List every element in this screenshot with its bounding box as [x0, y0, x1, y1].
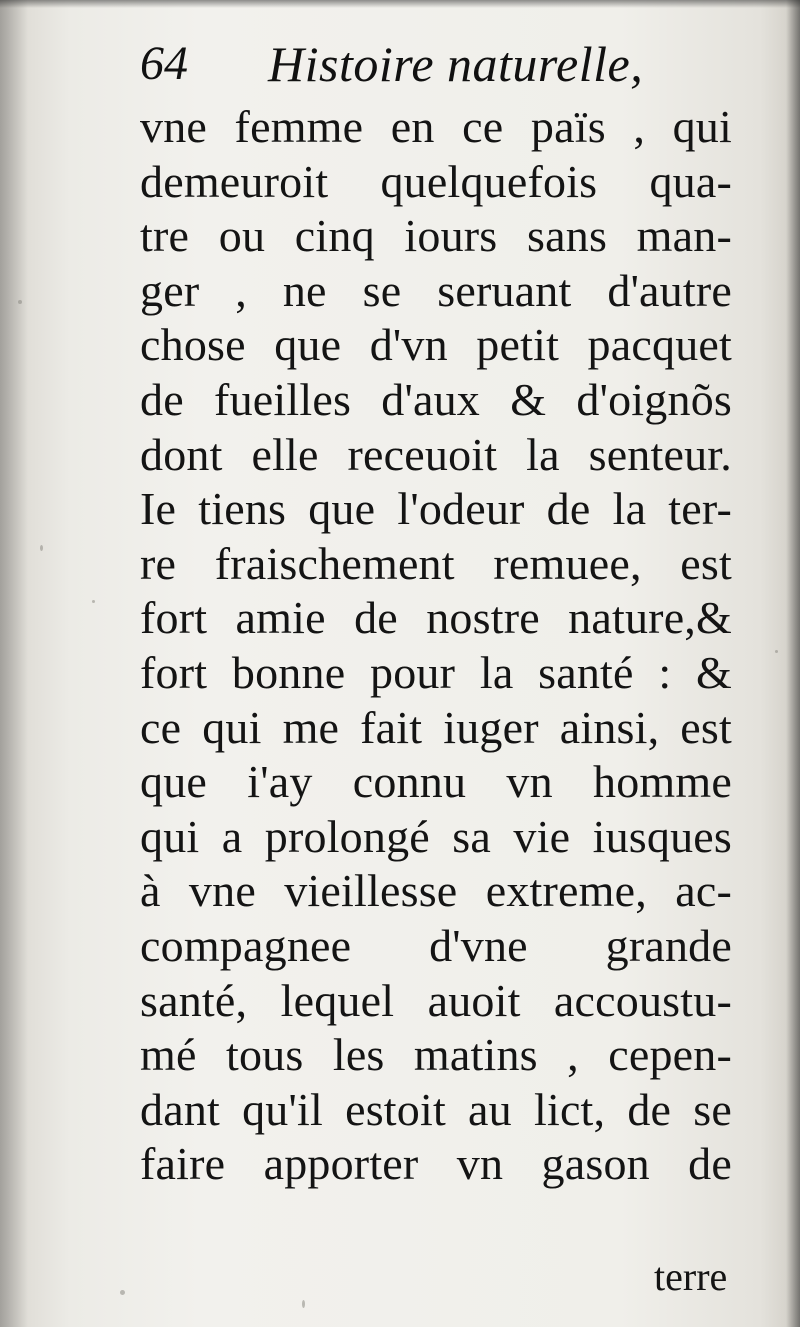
text-line: vne femme en ce païs , qui	[140, 101, 732, 152]
text-line: à vne vieillesse extreme, ac-	[140, 865, 732, 917]
page-header	[140, 30, 740, 96]
paper-speck	[40, 545, 43, 551]
paper-speck	[775, 650, 778, 653]
paper-speck	[18, 300, 22, 304]
text-line: chose que d'vn petit pacquet	[140, 319, 732, 371]
text-line: tre ou cinq iours sans man-	[140, 210, 732, 262]
top-edge-shadow	[0, 0, 800, 8]
text-line: dont elle receuoit la senteur.	[140, 428, 732, 480]
text-line: fort bonne pour la santé : &	[140, 646, 732, 698]
text-line: re fraischement remuee, est	[140, 537, 732, 589]
text-line: Ie tiens que l'odeur de la ter-	[140, 483, 732, 535]
paper-speck	[92, 600, 95, 603]
text-line: de fueilles d'aux & d'oignõs	[140, 373, 732, 425]
paper-speck	[120, 1290, 125, 1295]
text-line: faire apporter vn gason de	[140, 1138, 732, 1190]
body-text	[140, 100, 732, 1192]
catchword: terre	[654, 1254, 728, 1299]
text-line: compagnee d'vne grande	[140, 919, 732, 971]
text-line: qui a prolongé sa vie iusques	[140, 810, 732, 862]
text-line: dant qu'il estoit au lict, de se	[140, 1083, 732, 1135]
text-line: fort amie de nostre nature,&	[140, 592, 732, 644]
text-line: demeuroit quelquefois qua-	[140, 155, 732, 207]
text-line: ce qui me fait iuger ainsi, est	[140, 701, 732, 753]
running-head: Histoire naturelle,	[268, 36, 644, 92]
page-number: 64	[140, 37, 188, 90]
right-edge-shadow	[786, 0, 800, 1327]
text-line: que i'ay connu vn homme	[140, 756, 732, 808]
text-line: santé, lequel auoit accoustu-	[140, 974, 732, 1026]
paper-speck	[302, 1300, 305, 1308]
text-line: mé tous les matins , cepen-	[140, 1029, 732, 1081]
spine-shadow	[0, 0, 28, 1327]
text-line: ger , ne se seruant d'autre	[140, 264, 732, 316]
